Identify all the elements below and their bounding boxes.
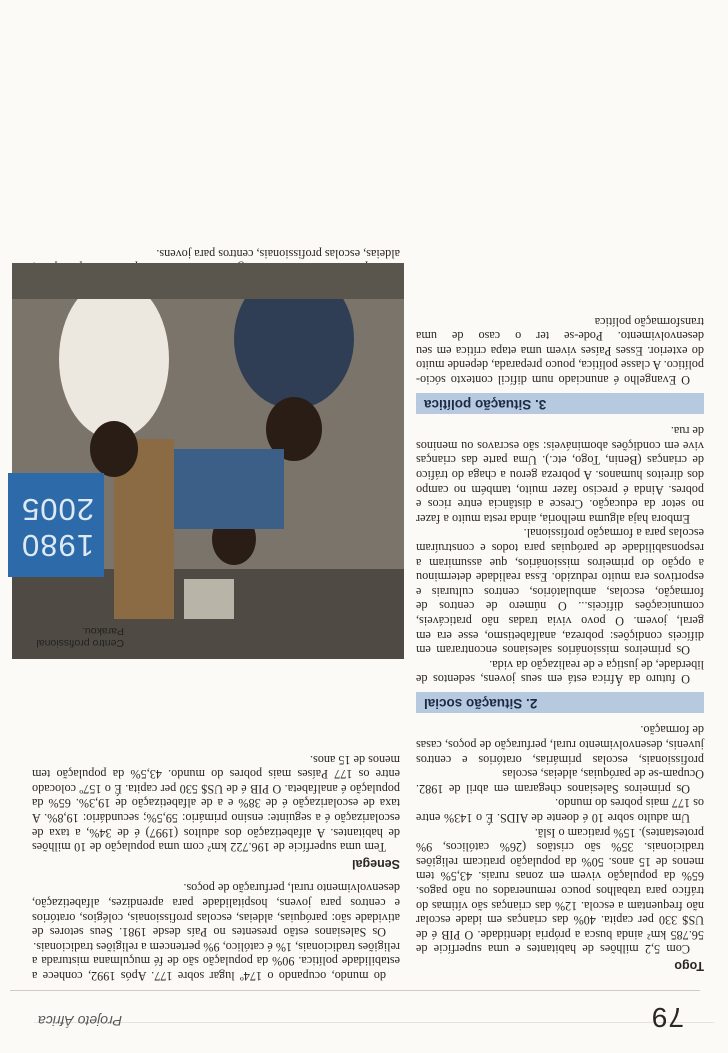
page-header: [28, 997, 712, 1037]
togo-heading: Togo: [674, 959, 704, 973]
social-p1: O futuro da África está em seus jovens, sedentos de liberdade, de justiça e de realização da vida.: [416, 657, 704, 687]
senegal-p4: aldeias, escolas profissionais, centros para jovens.: [156, 246, 400, 261]
political-p1: O Evangelho é anunciado num difícil contexto sócio-político. A classe política, pouco preparada, depende muito do exterior. Esses Países vivem uma etapa crítica em seu desenvolvimento. Pode-se ter o caso de uma transformação política: [416, 314, 704, 388]
year-end: 2005: [21, 492, 94, 527]
year-start: 1980: [21, 528, 94, 563]
photo-caption: Centro profissional Parakou.: [36, 625, 124, 649]
social-p3: Embora haja alguma melhoria, ainda resta muito a fazer no setor da educação. Cresce a distância entre ricos e pobres. Ainda é preciso fazer muito, também no campo dos direitos humanos. A pobreza gerou a chaga do tráfico de crianças (Benin, Togo, etc.). Uma parte das crianças vive em condições abomináveis: são escravos ou meninos de rua.: [416, 424, 704, 526]
running-header: Projeto África: [38, 1013, 123, 1029]
year-badge: [8, 473, 104, 577]
left-column: [416, 314, 704, 983]
section-heading-social: 2. Situação social: [416, 692, 704, 713]
senegal-p1: Tem uma superfície de 196.722 km² com uma população de 10 milhões de habitantes. A alfabetização dos adultos (1997) é de 34%, a taxa de escolarização é a seguinte: ensino primário: 59,5%; secundário: 19,8%. A taxa de escolarização é de 38% e a de alfabetização de 19,3%. 65% da população é analfabeta. O PIB é de US$ 530 per capita. É o 157º colocado entre os 177 Países mais pobres do mundo. 43,5% da população tem menos de 15 anos.: [32, 752, 400, 855]
continuation-paragraph: profissionais, escolas primárias, oratórios e centros juvenis, desenvolvimento rural, perfuração de poços, casas de formação.: [416, 723, 704, 767]
workshop-photo: [12, 263, 404, 659]
togo-p3: Os primeiros Salesianos chegaram em abril de 1982. Ocupam-se de paróquias, aldeias, escolas: [416, 767, 704, 796]
salesianos-paragraph: Os Salesianos estão presentes no País desde 1981. Seus setores de atividade são: paróquias, aldeias, escolas profissionais, colégios, oratórios e centros para jovens, hospitalidade para aprendizes, alfabetização, desenvolvimento rural, perfuração de poços.: [32, 881, 400, 940]
togo-p2: Um adulto sobre 10 é doente de AIDS. É o 143% entre os 177 mais pobres do mundo.: [416, 796, 704, 826]
header-divider: [10, 990, 700, 991]
togo-p1: Com 5,2 milhões de habitantes e uma superfície de 56.785 km² ainda busca a própria identidade. O PIB é de US$ 330 per capita. 40% das crianças em idade escolar não frequentam a escola. 12% das crianças são vítimas do tráfico para trabalhos pouco remunerados ou não pagos. 65% da população vivem em zonas rurais. 43,5% tem menos de 15 anos. 50% da população praticam religiões tradicionais. 35% são cristãos (26% católicos, 9% protestantes). 15% praticam o Islã.: [416, 825, 704, 957]
senegal-heading: Senegal: [352, 856, 400, 871]
social-p2: Os primeiros missionários salesianos encontraram em difíceis condições: pobreza, analfabetismo, esse era em geral, jovem. O povo vivia tradas não praticáveis, comunicações difíceis... O número de centros de formação, escolas, ambulatórios, centros culturais e esportivos era muito reduzido. Essa realidade determinou a opção do primeiros missionários, que assumiram a responsabilidade de paróquias para todos e construíram escolas para a formação profissional.: [416, 526, 704, 658]
intro-paragraph: do mundo, ocupando o 174º lugar sobre 177. Após 1992, conhece a estabilidade política. 90% da população são de fé muçulmana misturada a religiões tradicionais, 1% é católico, 9% pertencem a religiões tradicionais.: [32, 939, 400, 983]
section-heading-political: 3. Situação política: [416, 393, 704, 414]
photo-illustration: [12, 263, 404, 659]
page-number: 79: [650, 1002, 684, 1033]
